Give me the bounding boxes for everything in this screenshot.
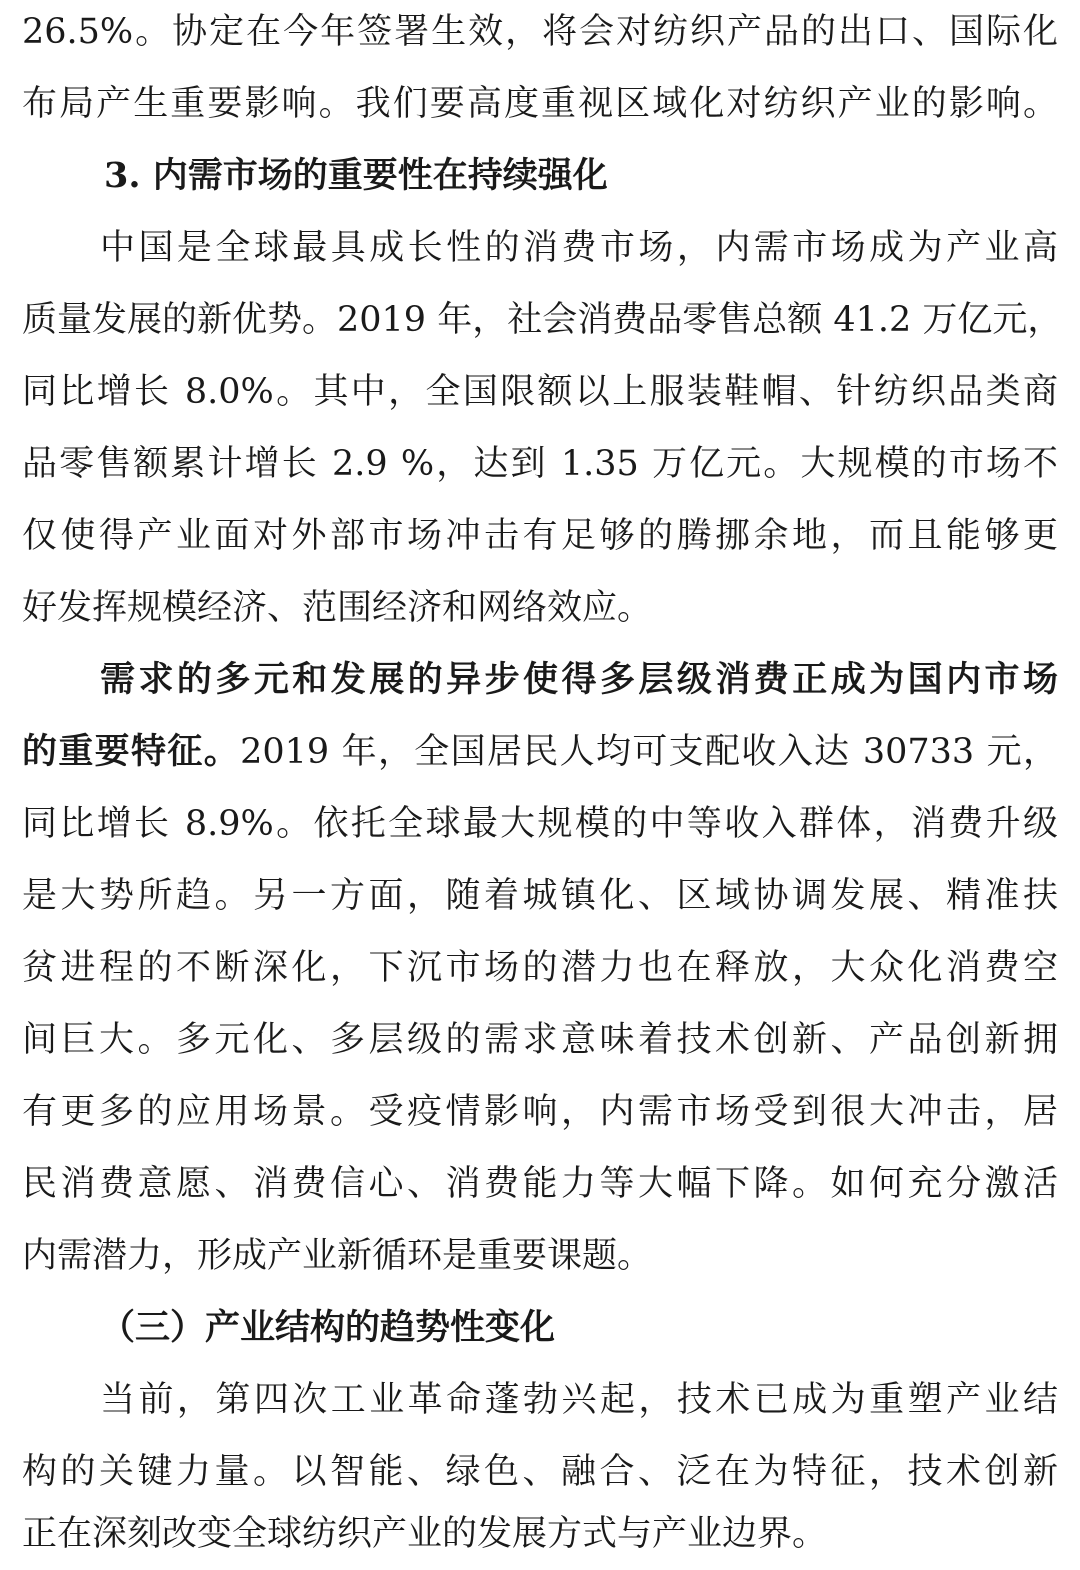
paragraph-line: 中国是全球最具成长性的消费市场，内需市场成为产业高 [100, 228, 1058, 268]
paragraph-line: 好发挥规模经济、范围经济和网络效应。 [22, 588, 653, 628]
paragraph-line: 同比增长 8.9%。依托全球最大规模的中等收入群体，消费升级 [22, 804, 1058, 844]
paragraph-line: 是大势所趋。另一方面，随着城镇化、区域协调发展、精准扶 [22, 876, 1058, 916]
paragraph-line: 26.5%。协定在今年签署生效，将会对纺织产品的出口、国际化 [22, 12, 1058, 52]
paragraph-line: 民消费意愿、消费信心、消费能力等大幅下降。如何充分激活 [22, 1164, 1058, 1204]
section-heading-3: 3. 内需市场的重要性在持续强化 [104, 155, 608, 196]
paragraph-text: 2019 年，全国居民人均可支配收入达 30733 元， [240, 732, 1058, 772]
paragraph-line: 同比增长 8.0%。其中，全国限额以上服装鞋帽、针纺织品类商 [22, 372, 1058, 412]
paragraph-line: 布局产生重要影响。我们要高度重视区域化对纺织产业的影响。 [22, 84, 1058, 124]
paragraph-line: 当前，第四次工业革命蓬勃兴起，技术已成为重塑产业结 [100, 1380, 1058, 1420]
paragraph-line: 贫进程的不断深化，下沉市场的潜力也在释放，大众化消费空 [22, 948, 1058, 988]
paragraph-line: 正在深刻改变全球纺织产业的发展方式与产业边界。 [22, 1514, 828, 1554]
bold-paragraph-line: 需求的多元和发展的异步使得多层级消费正成为国内市场 [100, 659, 1058, 700]
paragraph-line: 构的关键力量。以智能、绿色、融合、泛在为特征，技术创新 [22, 1452, 1058, 1492]
paragraph-line: 仅使得产业面对外部市场冲击有足够的腾挪余地，而且能够更 [22, 516, 1058, 556]
bold-lead-text: 的重要特征。 [22, 731, 241, 772]
section-heading-san: （三）产业结构的趋势性变化 [100, 1307, 556, 1348]
paragraph-line: 间巨大。多元化、多层级的需求意味着技术创新、产品创新拥 [22, 1020, 1058, 1060]
paragraph-line: 品零售额累计增长 2.9 %，达到 1.35 万亿元。大规模的市场不 [22, 444, 1058, 484]
paragraph-line: 内需潜力，形成产业新循环是重要课题。 [22, 1236, 653, 1276]
paragraph-line-mixed [22, 716, 1058, 788]
paragraph-line: 有更多的应用场景。受疫情影响，内需市场受到很大冲击，居 [22, 1092, 1058, 1132]
paragraph-line: 质量发展的新优势。2019 年，社会消费品零售总额 41.2 万亿元， [22, 300, 1063, 340]
